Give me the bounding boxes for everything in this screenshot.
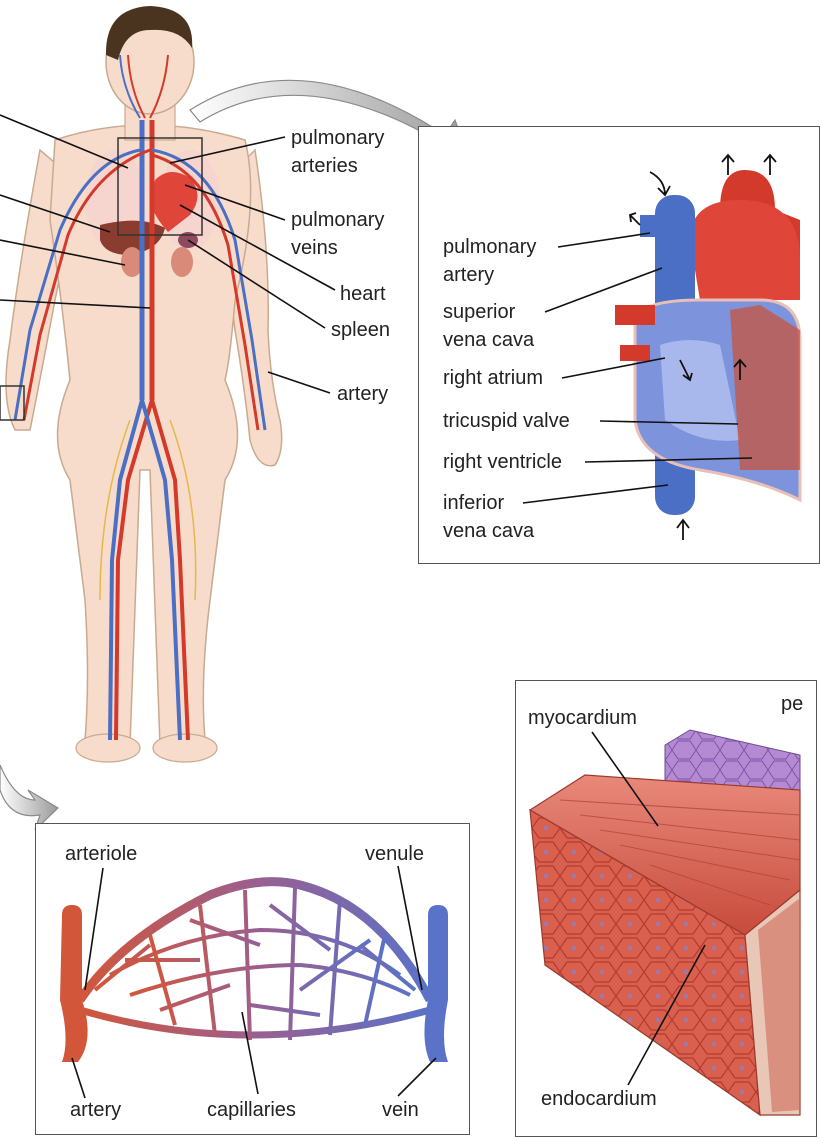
label-superior-vena-cava: superior vena cava	[443, 301, 535, 351]
label-pulmonary-arteries: pulmonary arteries	[291, 127, 385, 177]
label-artery-capillary: artery	[70, 1099, 122, 1121]
label-venule: venule	[365, 843, 424, 865]
label-arteriole: arteriole	[65, 843, 138, 865]
label-myocardium: myocardium	[528, 707, 637, 729]
label-inferior-vena-cava: inferior vena cava	[443, 492, 535, 542]
label-tricuspid-valve: tricuspid valve	[443, 410, 570, 432]
label-capillaries: capillaries	[207, 1099, 296, 1121]
label-right-ventricle: right ventricle	[443, 451, 562, 473]
label-pulmonary-artery: pulmonary artery	[443, 236, 537, 286]
label-pulmonary-veins: pulmonary veins	[291, 209, 385, 259]
label-right-atrium: right atrium	[443, 367, 544, 389]
label-artery-body: artery	[337, 383, 389, 405]
label-pericardium-partial: pe	[781, 693, 804, 715]
label-spleen: spleen	[331, 319, 390, 341]
label-heart: heart	[340, 283, 386, 305]
label-endocardium: endocardium	[541, 1088, 657, 1110]
label-vein: vein	[382, 1099, 419, 1121]
